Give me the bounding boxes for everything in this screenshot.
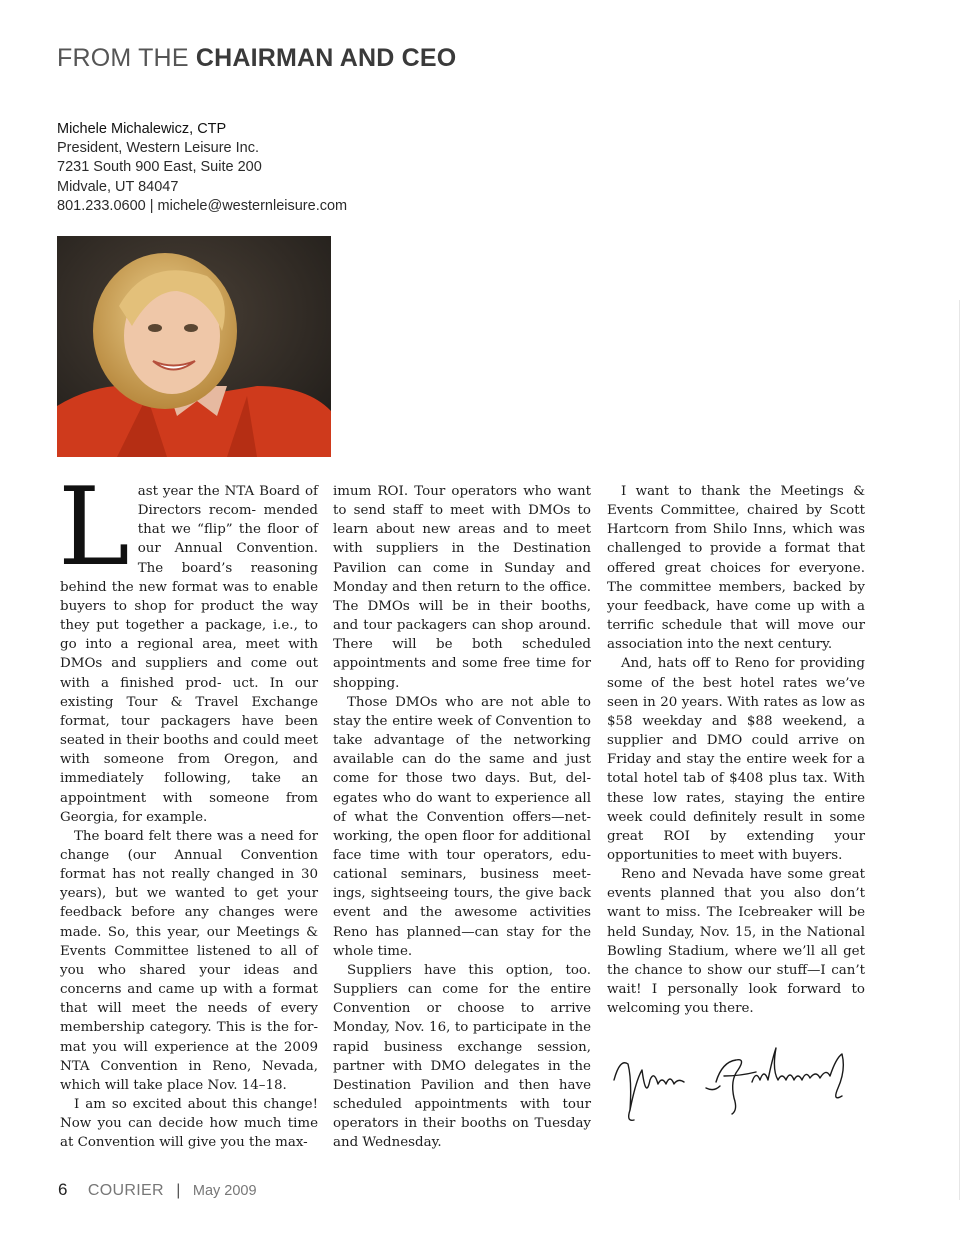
article-column-1 [58,465,318,1152]
portrait-photo [57,236,331,457]
article-paragraph: And, hats off to Reno for providing some of the best hotel rates we’ve seen in 20 years. With rates as low as $58 weekday and $88 weekend, a supplier and DMO could arrive on Friday and stay the entire week for a total hotel tab of $408 plus tax. With these low rates, staying the entire week could definitely result in some great ROI by extending your opportunities to meet with buyers. [607,656,865,863]
article-text: ast year the NTA Board of Directors recom- mended that we “flip” the floor of our Annual Convention. The board’s reasoning behind the new format was to enable buyers to shop for product the way they put together a package, i.e., to go into a regional area, meet with DMOs and suppliers and come out with a finished prod- uct. In our existing Tour & Travel Exchange format, tour packagers have been seated in their booths and could meet with someone from Oregon, and immediately following, take an appointment with someone from Georgia, for example. [60,484,318,825]
article-paragraph: Suppliers have this option, too. Suppliers can come for the entire Convention or choose to arrive Monday, Nov. 16, to participate in the rapid business exchange session, partner with DMO delegates in the Destination Pavilion and then have scheduled appointments with tour operators in their booths on Tuesday and Wednesday. [333,962,591,1151]
contact-phone-email: 801.233.0600 | michele@westernleisure.com [57,197,348,214]
drop-cap: L [58,465,130,590]
contact-name: Michele Michalewicz, CTP [57,121,227,137]
article-paragraph: I want to thank the Meetings & Events Committee, chaired by Scott Hartcorn from Shilo Inns, which was challenged to provide a format that offered great choices for everyone. The committee members, backed by your feedback, have come up with a terrific schedule that will move our association into the next century. [607,484,865,653]
contact-address-line-2: Midvale, UT 84047 [57,178,179,195]
article-paragraph: The board felt there was a need for change (our Annual Convention format has not really changed in 30 years), but we wanted to get your feedback before any changes were made. So, this year, our Meetings & Events Committee listened to all of you who shared your ideas and concerns and came up with a format that will meet the needs of every membership category. This is the for- mat you will experience at the 2009 NTA Convention in Reno, Nevada, which will take place Nov. 14–18. [60,828,318,1093]
signature [606,1040,860,1130]
contact-address-line-1: 7231 South 900 East, Suite 200 [57,159,262,176]
contact-role: President, Western Leisure Inc. [57,140,260,157]
page-footer [58,1180,257,1200]
article-column-2 [333,482,591,1152]
article-column-3 [607,482,865,1018]
article-paragraph [58,465,318,827]
portrait-photo-icon [57,236,331,457]
magazine-name: COURIER [87,1182,164,1199]
footer-separator: | [176,1182,181,1199]
handwritten-signature-icon [606,1040,860,1130]
page-title [57,44,456,73]
article-paragraph: Those DMOs who are not able to stay the entire week of Convention to take advantage of the networking available can do the same and just come for those two days. But, del- egates who do want to experience all of what the Convention offers—net- working, the open floor for additional face time with tour operators, edu- cational seminars, business meet- ings, sightseeing tours, the give back event and the awesome activities Reno has planned—can stay for the whole time. [333,694,591,959]
contact-block [57,120,347,216]
page-title-bold: CHAIRMAN AND CEO [195,44,457,72]
issue-date: May 2009 [192,1183,257,1199]
article-paragraph: imum ROI. Tour operators who want to send staff to meet with DMOs to learn about new areas and to meet with suppliers in the Destination Pavilion can come in Sunday and Monday and then return to the office. The DMOs will be in their booths, and tour packagers can shop around. There will be both scheduled appointments and some free time for shopping. [333,484,591,691]
article-paragraph: Reno and Nevada have some great events planned that you also don’t want to miss. The Icebreaker will be held Sunday, Nov. 15, in the National Bowling Stadium, where we’ll all get the chance to show our stuff—I can’t wait! I personally look forward to welcoming you there. [607,867,865,1017]
article-paragraph: I am so excited about this change! Now you can decide how much time at Convention will give you the max- [60,1097,318,1151]
page-title-light: FROM THE [57,44,189,72]
page-number: 6 [58,1180,68,1199]
